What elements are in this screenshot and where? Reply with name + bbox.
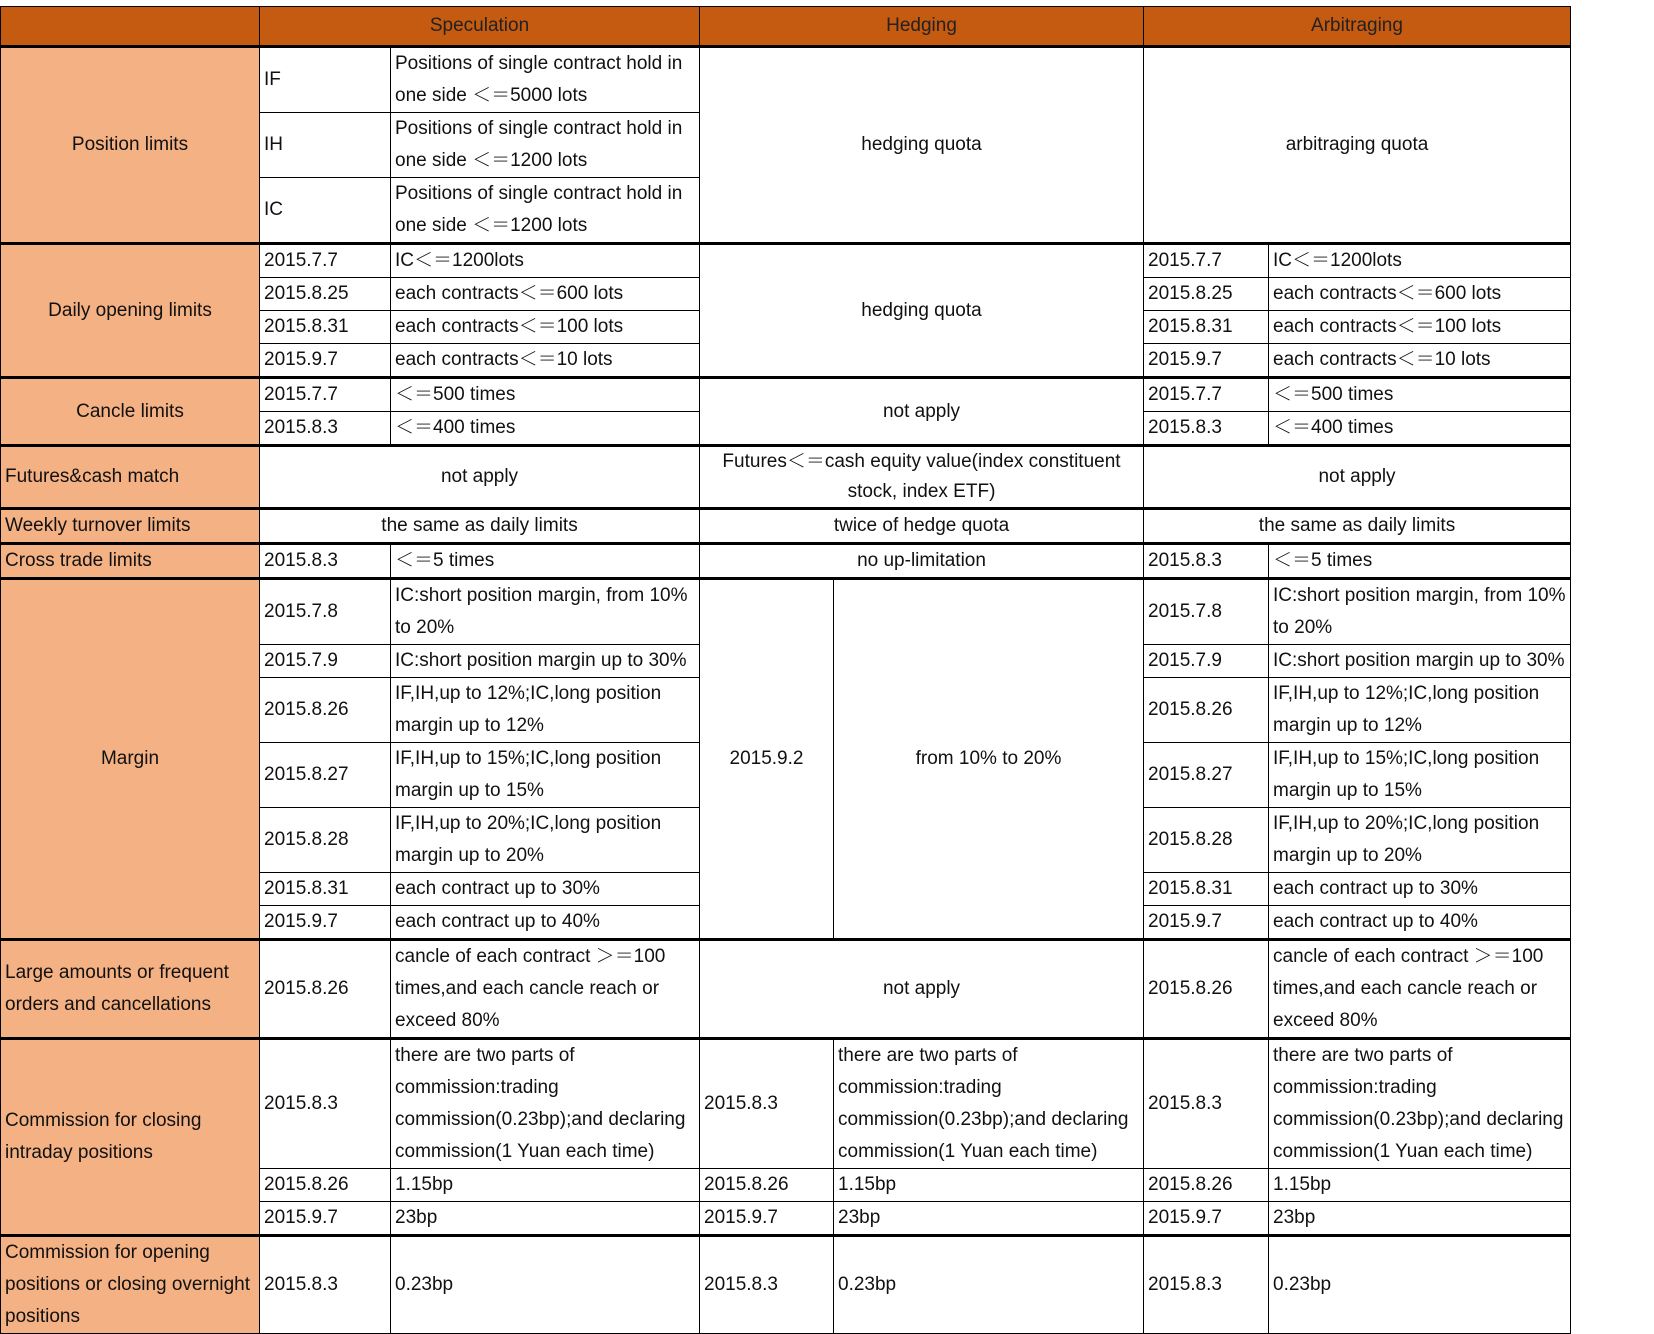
date-cell[interactable]: 2015.8.27 [260,743,391,808]
date-cell[interactable]: 2015.9.7 [700,1202,834,1236]
limit-cell[interactable]: Positions of single contract hold in one side ＜＝1200 lots [391,113,700,178]
row-label-margin: Margin [1,579,260,940]
contract-code[interactable]: IF [260,47,391,113]
limit-cell[interactable]: IC＜＝1200lots [391,244,700,278]
commission-cell[interactable]: there are two parts of commission:trading commission(0.23bp);and declaring commission(1 Yuan each time) [834,1039,1144,1169]
date-cell[interactable]: 2015.8.26 [700,1169,834,1202]
date-cell[interactable]: 2015.9.7 [260,906,391,940]
not-apply-cell[interactable]: not apply [1144,446,1571,509]
limit-cell[interactable]: cancle of each contract ＞＝100 times,and each cancle reach or exceed 80% [1269,940,1571,1039]
same-as-daily-cell[interactable]: the same as daily limits [1144,509,1571,544]
table-row [1,579,1571,645]
hedging-margin-date[interactable]: 2015.9.2 [700,579,834,940]
date-cell[interactable]: 2015.7.8 [260,579,391,645]
date-cell[interactable]: 2015.9.7 [1144,344,1269,378]
limit-cell[interactable]: each contracts＜＝600 lots [1269,278,1571,311]
limit-cell[interactable]: IC:short position margin up to 30% [1269,645,1571,678]
limit-cell[interactable]: IC:short position margin, from 10% to 20% [391,579,700,645]
limit-cell[interactable]: Positions of single contract hold in one side ＜＝1200 lots [391,178,700,244]
date-cell[interactable]: 2015.9.7 [1144,906,1269,940]
date-cell[interactable]: 2015.7.7 [260,244,391,278]
limit-cell[interactable]: IC＜＝1200lots [1269,244,1571,278]
table-row [1,544,1571,579]
not-apply-cell[interactable]: not apply [700,378,1144,446]
date-cell[interactable]: 2015.8.27 [1144,743,1269,808]
table-row [1,1236,1571,1334]
date-cell[interactable]: 2015.8.26 [1144,1169,1269,1202]
commission-cell[interactable]: there are two parts of commission:trading commission(0.23bp);and declaring commission(1 Yuan each time) [1269,1039,1571,1169]
twice-hedge-quota-cell[interactable]: twice of hedge quota [700,509,1144,544]
table-row [1,244,1571,278]
commission-cell[interactable]: 1.15bp [834,1169,1144,1202]
table-row [1,940,1571,1039]
row-label-futures-cash-match: Futures&cash match [1,446,260,509]
commission-cell[interactable]: 23bp [391,1202,700,1236]
not-apply-cell[interactable]: not apply [700,940,1144,1039]
date-cell[interactable]: 2015.8.3 [260,544,391,579]
table-row [1,446,1571,509]
limit-cell[interactable]: IF,IH,up to 15%;IC,long position margin up to 15% [1269,743,1571,808]
date-cell[interactable]: 2015.8.3 [260,412,391,446]
date-cell[interactable]: 2015.8.26 [1144,678,1269,743]
commission-cell[interactable]: 0.23bp [834,1236,1144,1334]
date-cell[interactable]: 2015.8.3 [700,1039,834,1169]
date-cell[interactable]: 2015.8.3 [260,1236,391,1334]
row-label-daily-opening-limits: Daily opening limits [1,244,260,378]
hedging-margin-text[interactable]: from 10% to 20% [834,579,1144,940]
limit-cell[interactable]: each contract up to 40% [391,906,700,940]
date-cell[interactable]: 2015.8.25 [1144,278,1269,311]
same-as-daily-cell[interactable]: the same as daily limits [260,509,700,544]
section-position-limits [1,47,1571,244]
date-cell[interactable]: 2015.8.31 [260,311,391,344]
date-cell[interactable]: 2015.8.28 [260,808,391,873]
header-row [1,7,1571,47]
date-cell[interactable]: 2015.7.7 [260,378,391,412]
date-cell[interactable]: 2015.9.7 [260,344,391,378]
section-daily-opening-limits [1,244,1571,378]
table-row [1,47,1571,113]
date-cell[interactable]: 2015.8.3 [1144,1236,1269,1334]
date-cell[interactable]: 2015.8.26 [260,940,391,1039]
commission-cell[interactable]: 0.23bp [391,1236,700,1334]
section-weekly-turnover [1,509,1571,544]
hedging-quota-cell[interactable]: hedging quota [700,47,1144,244]
date-cell[interactable]: 2015.8.31 [260,873,391,906]
arbitraging-quota-cell[interactable]: arbitraging quota [1144,47,1571,244]
limit-cell[interactable]: IC:short position margin up to 30% [391,645,700,678]
section-cancle-limits [1,378,1571,446]
date-cell[interactable]: 2015.7.9 [1144,645,1269,678]
section-large-orders [1,940,1571,1039]
limit-cell[interactable]: each contracts＜＝100 lots [391,311,700,344]
limit-cell[interactable]: each contract up to 30% [391,873,700,906]
date-cell[interactable]: 2015.8.3 [260,1039,391,1169]
row-label-closing-intraday: Commission for closing intraday positions [1,1039,260,1236]
limit-cell[interactable]: each contract up to 30% [1269,873,1571,906]
hedging-quota-cell[interactable]: hedging quota [700,244,1144,378]
header-arbitraging[interactable]: Arbitraging [1144,7,1571,47]
limit-cell[interactable]: each contracts＜＝10 lots [1269,344,1571,378]
date-cell[interactable]: 2015.8.26 [1144,940,1269,1039]
date-cell[interactable]: 2015.7.7 [1144,378,1269,412]
limit-cell[interactable]: IF,IH,up to 15%;IC,long position margin up to 15% [391,743,700,808]
limits-table [0,6,1571,1334]
table-row [1,1039,1571,1169]
commission-cell[interactable]: 0.23bp [1269,1236,1571,1334]
row-label-cross-trade: Cross trade limits [1,544,260,579]
date-cell[interactable]: 2015.8.3 [1144,412,1269,446]
date-cell[interactable]: 2015.7.8 [1144,579,1269,645]
row-label-large-orders: Large amounts or frequent orders and cancellations [1,940,260,1039]
date-cell[interactable]: 2015.7.9 [260,645,391,678]
section-closing-intraday [1,1039,1571,1236]
limit-cell[interactable]: ＜＝500 times [391,378,700,412]
section-futures-cash-match [1,446,1571,509]
date-cell[interactable]: 2015.8.3 [1144,1039,1269,1169]
limit-cell[interactable]: IC:short position margin, from 10% to 20% [1269,579,1571,645]
row-label-cancle-limits: Cancle limits [1,378,260,446]
date-cell[interactable]: 2015.8.31 [1144,311,1269,344]
limit-cell[interactable]: ＜＝5 times [1269,544,1571,579]
limit-cell[interactable]: IF,IH,up to 20%;IC,long position margin up to 20% [1269,808,1571,873]
row-label-weekly-turnover: Weekly turnover limits [1,509,260,544]
limit-cell[interactable]: each contracts＜＝10 lots [391,344,700,378]
limit-cell[interactable]: IF,IH,up to 12%;IC,long position margin up to 12% [391,678,700,743]
commission-cell[interactable]: 1.15bp [1269,1169,1571,1202]
row-label-position-limits: Position limits [1,47,260,244]
date-cell[interactable]: 2015.8.26 [260,1169,391,1202]
row-label-opening-overnight: Commission for opening positions or closing overnight positions [1,1236,260,1334]
commission-cell[interactable]: 23bp [1269,1202,1571,1236]
not-apply-cell[interactable]: not apply [260,446,700,509]
no-up-limitation-cell[interactable]: no up-limitation [700,544,1144,579]
futures-cash-rule-cell[interactable]: Futures＜＝cash equity value(index constituent stock, index ETF) [700,446,1144,509]
table-row [1,509,1571,544]
limit-cell[interactable]: each contract up to 40% [1269,906,1571,940]
date-cell[interactable]: 2015.8.3 [700,1236,834,1334]
limit-cell[interactable]: IF,IH,up to 12%;IC,long position margin up to 12% [1269,678,1571,743]
limit-cell[interactable]: each contracts＜＝600 lots [391,278,700,311]
date-cell[interactable]: 2015.8.25 [260,278,391,311]
commission-cell[interactable]: 1.15bp [391,1169,700,1202]
date-cell[interactable]: 2015.9.7 [260,1202,391,1236]
limit-cell[interactable]: ＜＝500 times [1269,378,1571,412]
limit-cell[interactable]: cancle of each contract ＞＝100 times,and each cancle reach or exceed 80% [391,940,700,1039]
section-opening-overnight [1,1236,1571,1334]
header-speculation[interactable]: Speculation [260,7,700,47]
table-row [1,378,1571,412]
section-margin [1,579,1571,940]
limit-cell[interactable]: ＜＝5 times [391,544,700,579]
date-cell[interactable]: 2015.8.28 [1144,808,1269,873]
limit-cell[interactable]: each contracts＜＝100 lots [1269,311,1571,344]
date-cell[interactable]: 2015.8.26 [260,678,391,743]
date-cell[interactable]: 2015.9.7 [1144,1202,1269,1236]
limit-cell[interactable]: IF,IH,up to 20%;IC,long position margin up to 20% [391,808,700,873]
limit-cell[interactable]: ＜＝400 times [1269,412,1571,446]
contract-code[interactable]: IC [260,178,391,244]
date-cell[interactable]: 2015.7.7 [1144,244,1269,278]
commission-cell[interactable]: there are two parts of commission:trading commission(0.23bp);and declaring commission(1 Yuan each time) [391,1039,700,1169]
contract-code[interactable]: IH [260,113,391,178]
date-cell[interactable]: 2015.8.3 [1144,544,1269,579]
date-cell[interactable]: 2015.8.31 [1144,873,1269,906]
header-corner [1,7,260,47]
limit-cell[interactable]: Positions of single contract hold in one side ＜＝5000 lots [391,47,700,113]
limit-cell[interactable]: ＜＝400 times [391,412,700,446]
commission-cell[interactable]: 23bp [834,1202,1144,1236]
header-hedging[interactable]: Hedging [700,7,1144,47]
section-cross-trade [1,544,1571,579]
